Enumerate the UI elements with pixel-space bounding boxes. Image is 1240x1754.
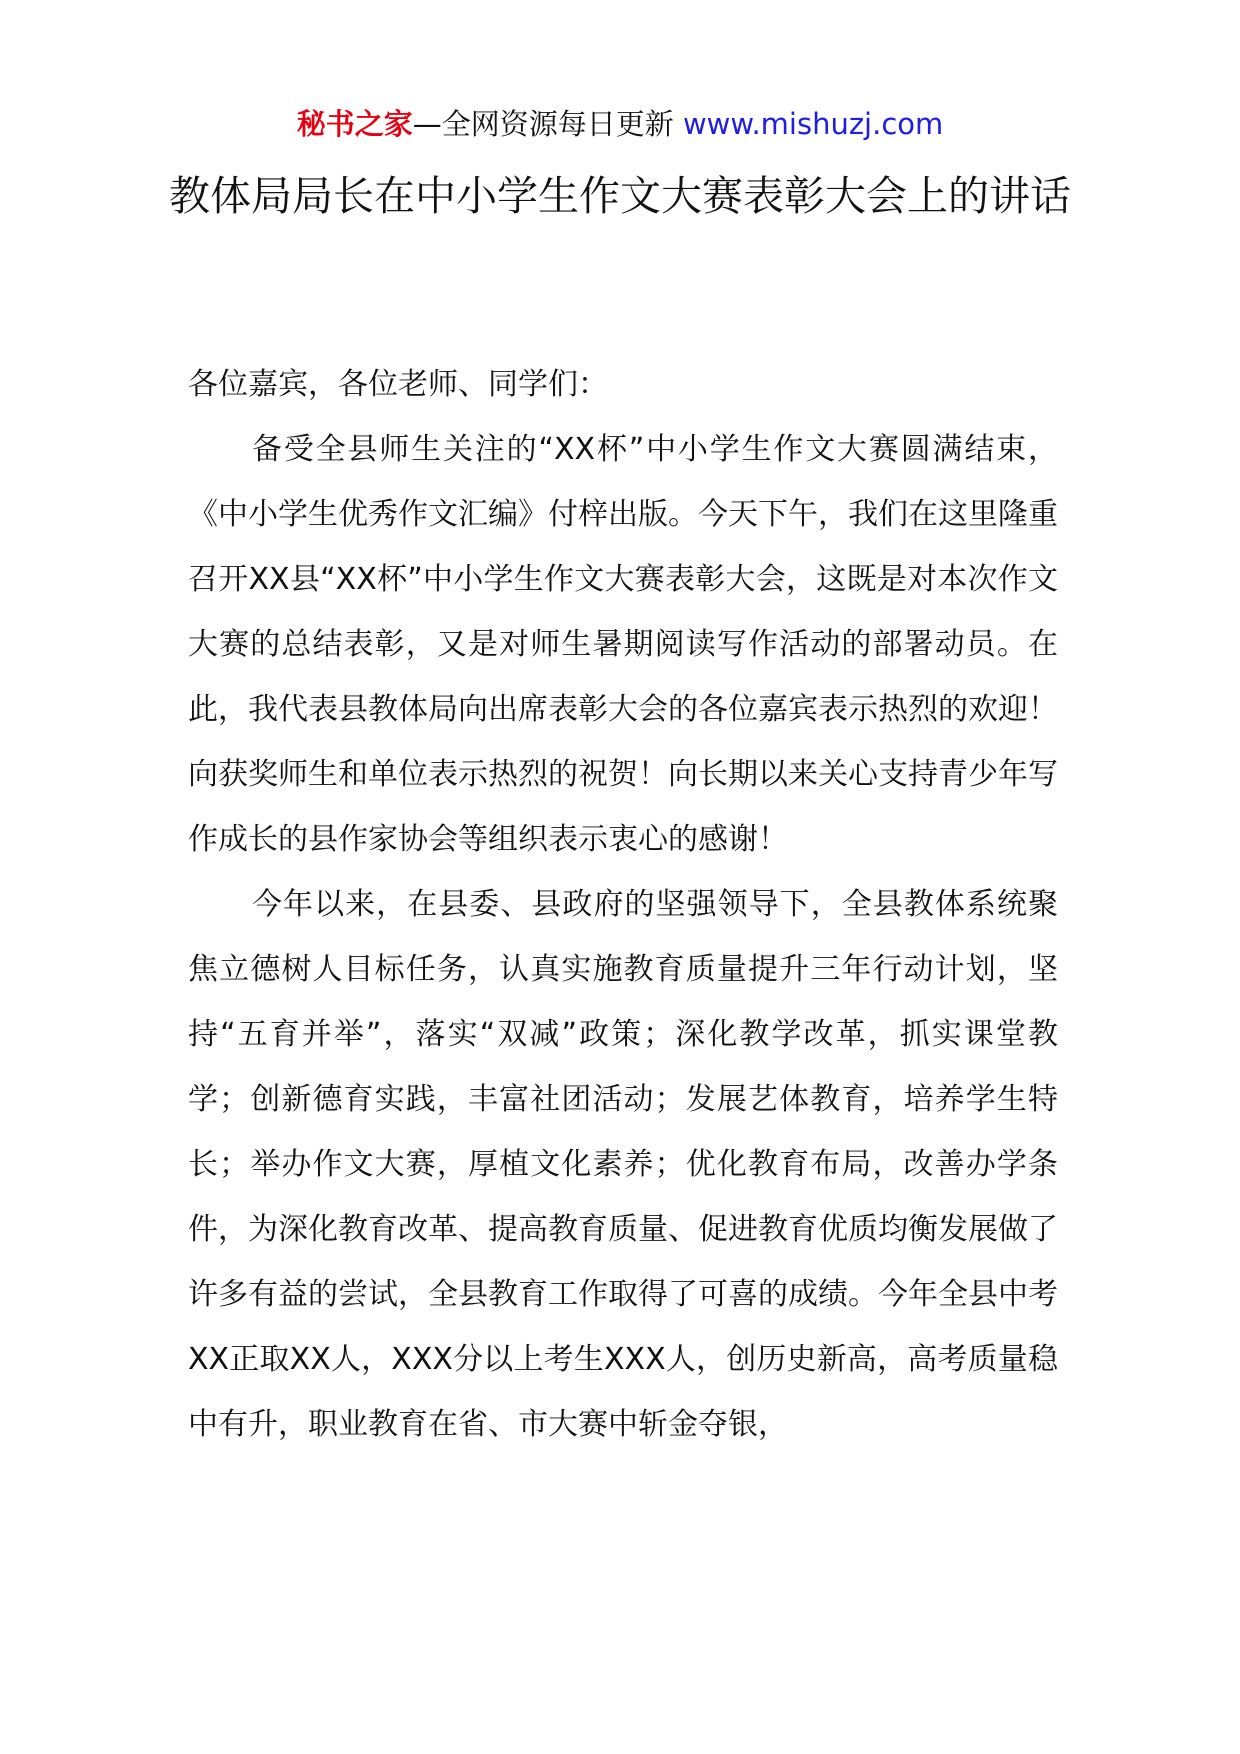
site-url-link[interactable]: www.mishuzj.com [682,107,944,141]
document-title: 教体局局长在中小学生作文大赛表彰大会上的讲话 [169,172,1071,220]
paragraph: 备受全县师生关注的“XX杯”中小学生作文大赛圆满结束，《中小学生优秀作文汇编》付梓出版。今天下午，我们在这里隆重召开XX县“XX杯”中小学生作文大赛表彰大会，这既是对本次作文大赛的总结表彰，又是对师生暑期阅读写作活动的部署动员。在此，我代表县教体局向出席表彰大会的各位嘉宾表示热烈的欢迎！向获奖师生和单位表示热烈的祝贺！向长期以来关心支持青少年写作成长的县作家协会等组织表示衷心的感谢！ [188,432,1058,857]
brand-name: 秘书之家 [296,107,413,141]
header-tagline: —全网资源每日更新 [412,107,683,141]
watermark-header [0,100,1240,148]
document-body [188,352,1058,1457]
paragraph: 今年以来，在县委、县政府的坚强领导下，全县教体系统聚焦立德树人目标任务，认真实施教育质量提升三年行动计划，坚持“五育并举”，落实“双减”政策；深化教学改革，抓实课堂教学；创新德育实践，丰富社团活动；发展艺体教育，培养学生特长；举办作文大赛，厚植文化素养；优化教育布局，改善办学条件，为深化教育改革、提高教育质量、促进教育优质均衡发展做了许多有益的尝试，全县教育工作取得了可喜的成绩。今年全县中考XX正取XX人，XXX分以上考生XXX人，创历史新高，高考质量稳中有升，职业教育在省、市大赛中斩金夺银， [188,887,1058,1442]
salutation: 各位嘉宾，各位老师、同学们： [188,367,608,402]
